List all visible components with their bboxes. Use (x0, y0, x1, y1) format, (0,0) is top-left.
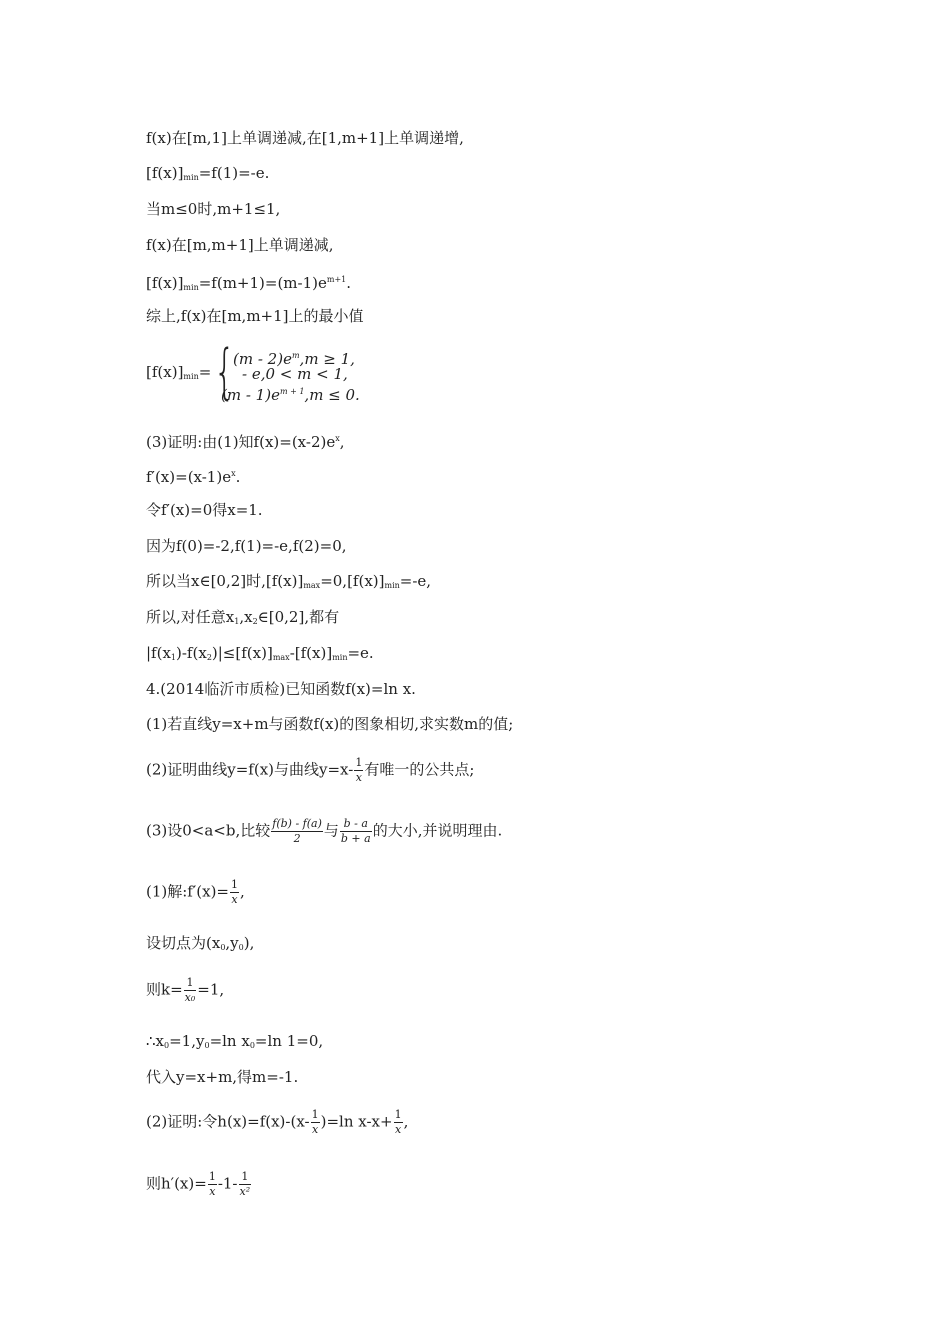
text-span: ), (243, 934, 255, 952)
text-span: 代入y=x+m,得m=-1. (146, 1068, 299, 1086)
text-span: 的大小,并说明理由. (372, 821, 503, 840)
denominator: x (394, 1123, 402, 1136)
superscript: m (291, 351, 300, 360)
text-span: 所以,对任意x (146, 608, 235, 626)
fraction (311, 1108, 320, 1137)
subscript: min (384, 581, 400, 590)
text-span: =0,[f(x)] (320, 572, 385, 590)
denominator: b + a (340, 832, 371, 845)
fraction (394, 1108, 403, 1137)
subscript: 0 (238, 943, 244, 952)
text-line (146, 270, 351, 298)
text-line (146, 679, 416, 699)
text-line (146, 643, 374, 668)
text-line (146, 1108, 408, 1137)
text-span: (m - 2)e (233, 350, 292, 368)
text-span: )=ln x-x+ (320, 1112, 393, 1131)
text-span: 设切点为(x (146, 934, 221, 952)
subscript: max (272, 653, 290, 662)
denominator: x (231, 893, 238, 906)
denominator: x (312, 1123, 319, 1136)
text-span: 因为f(0)=-2,f(1)=-e,f(2)=0, (146, 537, 347, 555)
text-span: 与 (323, 821, 339, 840)
text-line (146, 817, 502, 846)
numerator: 1 (208, 1170, 216, 1183)
text-span: (3)证明:由(1)知f(x)=(x-2)e (146, 433, 336, 451)
text-span: = (198, 363, 212, 381)
denominator: 2 (293, 832, 301, 845)
text-span: =f(m+1)=(m-1)e (198, 274, 327, 292)
text-span: =e. (347, 644, 374, 662)
piecewise-case (242, 365, 348, 383)
piecewise-case (221, 383, 360, 404)
subscript: min (183, 283, 199, 292)
text-span: ∈[0,2],都有 (257, 608, 340, 626)
text-span: 令f′(x)=0得x=1. (146, 501, 263, 519)
subscript: min (183, 173, 199, 182)
text-span: [f(x)] (146, 363, 184, 381)
fraction (271, 817, 323, 846)
fraction (340, 817, 372, 846)
text-line (146, 235, 334, 255)
text-line (146, 933, 254, 958)
text-span: f(x)在[m,m+1]上单调递减, (146, 236, 334, 254)
text-span: |f(x (146, 644, 171, 662)
text-span: 当m≤0时,m+1≤1, (146, 200, 281, 218)
text-span: . (346, 274, 352, 292)
text-span: =1,y (169, 1032, 205, 1050)
fraction (208, 1170, 217, 1199)
subscript: 0 (220, 943, 226, 952)
subscript: 1 (170, 653, 177, 662)
numerator: b - a (340, 817, 372, 832)
text-span: =-e, (399, 572, 432, 590)
text-line (146, 536, 347, 556)
text-span: ,y (225, 934, 239, 952)
text-span: f(x)在[m,1]上单调递减,在[1,m+1]上单调递增, (146, 129, 464, 147)
denominator: x (209, 1185, 216, 1198)
text-span: [f(x)] (146, 274, 184, 292)
text-line (146, 607, 339, 632)
text-span: =ln 1=0, (254, 1032, 324, 1050)
text-line (146, 163, 269, 188)
text-span: 所以当x∈[0,2]时,[f(x)] (146, 572, 304, 590)
text-span: )|≤[f(x)] (211, 644, 273, 662)
subscript: min (183, 372, 199, 381)
text-span: =f(1)=-e. (198, 164, 270, 182)
text-span: , (240, 882, 245, 901)
text-line (146, 429, 345, 452)
subscript: 2 (252, 617, 258, 626)
text-line (146, 571, 431, 596)
numerator: f(b) - f(a) (272, 817, 322, 830)
text-span: 有唯一的公共点; (364, 760, 475, 779)
text-span: , (403, 1112, 409, 1131)
numerator: 1 (184, 976, 197, 991)
text-span: - e,0 < m < 1, (242, 365, 348, 383)
text-line (146, 1170, 252, 1199)
numerator: 1 (239, 1170, 252, 1185)
text-span: =1, (197, 980, 225, 999)
text-span: 4.(2014临沂市质检)已知函数f(x)=ln x. (146, 680, 416, 698)
superscript: m + 1 (279, 387, 305, 396)
text-span: 综上,f(x)在[m,m+1]上的最小值 (146, 307, 364, 325)
text-span: . (235, 468, 241, 486)
text-span: (1)若直线y=x+m与函数f(x)的图象相切,求实数m的值; (146, 715, 514, 733)
text-line (146, 756, 474, 785)
text-span: ,m ≥ 1, (299, 350, 355, 368)
fraction (230, 878, 239, 907)
text-span: -1- (217, 1174, 238, 1193)
superscript: m+1 (326, 275, 347, 284)
text-span: -[f(x)] (289, 644, 333, 662)
text-span: (3)设0<a<b,比较 (146, 821, 271, 840)
subscript: 0 (204, 1041, 210, 1050)
subscript: 0 (164, 1041, 170, 1050)
text-line (146, 714, 513, 734)
text-span: , (339, 433, 345, 451)
subscript: 2 (206, 653, 212, 662)
text-span: (2)证明:令h(x)=f(x)-(x- (146, 1112, 310, 1131)
numerator: 1 (231, 878, 238, 891)
text-line (146, 464, 240, 487)
superscript: x (231, 469, 236, 478)
numerator: 1 (355, 756, 363, 769)
text-line (146, 976, 224, 1005)
fraction (239, 1170, 252, 1199)
text-line (146, 1067, 298, 1087)
numerator: 1 (311, 1108, 319, 1121)
subscript: 0 (249, 1041, 255, 1050)
text-span: =ln x (209, 1032, 250, 1050)
fraction (184, 976, 197, 1005)
denominator: x² (239, 1185, 251, 1198)
denominator: x₀ (184, 991, 196, 1004)
text-line (146, 199, 280, 219)
text-line (146, 362, 211, 387)
superscript: x (335, 434, 340, 443)
text-span: 则k= (146, 980, 183, 999)
text-span: ∴x (146, 1032, 165, 1050)
text-line (146, 878, 245, 907)
numerator: 1 (394, 1108, 402, 1121)
text-line (146, 306, 364, 326)
text-span: (m - 1)e (221, 386, 280, 404)
text-span: [f(x)] (146, 164, 184, 182)
text-line (146, 1031, 323, 1056)
text-span: ,x (239, 608, 253, 626)
subscript: min (332, 653, 348, 662)
text-span: (1)解:f′(x)= (146, 882, 229, 901)
text-span: 则h′(x)= (146, 1174, 207, 1193)
denominator: x (355, 771, 362, 784)
subscript: 1 (234, 617, 240, 626)
text-span: (2)证明曲线y=f(x)与曲线y=x- (146, 760, 354, 779)
text-span: )-f(x (176, 644, 207, 662)
left-brace-icon: { (214, 337, 236, 407)
text-span: ,m ≤ 0. (304, 386, 360, 404)
text-line (146, 500, 263, 520)
subscript: max (303, 581, 321, 590)
text-span: f′(x)=(x-1)e (146, 468, 232, 486)
fraction (354, 756, 363, 785)
text-line (146, 128, 464, 148)
